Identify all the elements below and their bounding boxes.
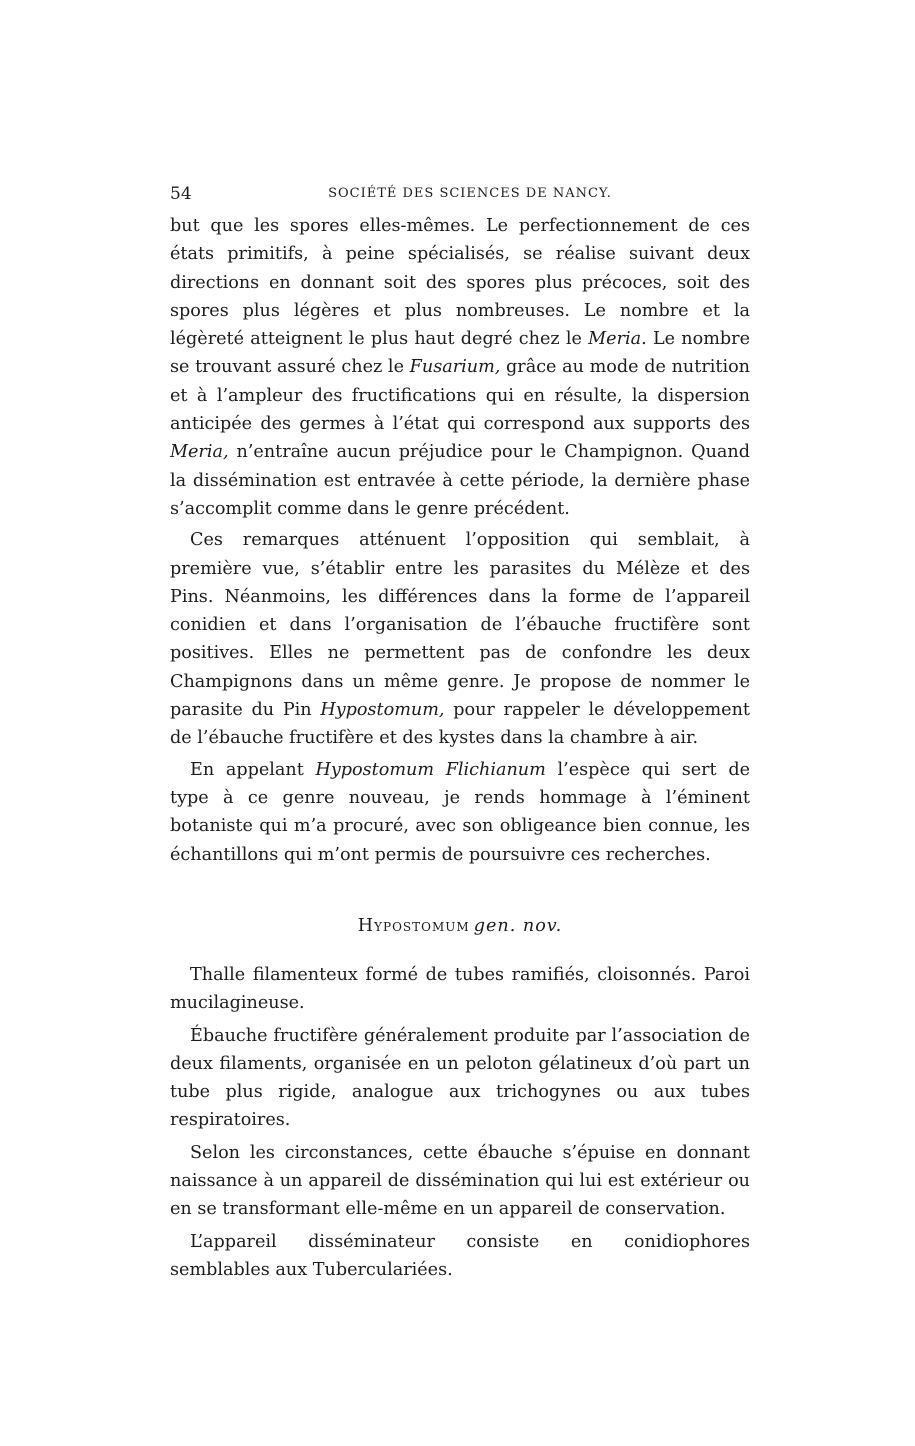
paragraph-2 bbox=[170, 526, 750, 752]
text-run: n’entraîne aucun préjudice pour le Champignon. Quand la dissémination est entravée à cette période, la dernière phase s’accomplit comme dans le genre précédent. bbox=[170, 442, 750, 519]
paragraph-7: L’appareil disséminateur consiste en conidiophores semblables aux Tuberculariées. bbox=[170, 1231, 750, 1280]
running-title: SOCIÉTÉ DES SCIENCES DE NANCY. bbox=[328, 186, 612, 201]
paragraph-3 bbox=[170, 756, 750, 869]
genus-name: Hypostomum, bbox=[320, 700, 445, 721]
section-designation: gen. nov. bbox=[473, 916, 563, 936]
species-name: Hypostomum Flichianum bbox=[315, 759, 546, 780]
section-genus: Hypostomum bbox=[357, 916, 470, 936]
paragraph-4: Thalle filamenteux formé de tubes ramifiés, cloisonnés. Paroi mucilagineuse. bbox=[170, 965, 750, 1014]
genus-name: Meria. bbox=[588, 329, 647, 350]
paragraph-6: Selon les circonstances, cette ébauche s’épuise en donnant naissance à un appareil de dissémination qui lui est extérieur ou en se transformant elle-même en un appareil de conservation. bbox=[170, 1142, 750, 1220]
genus-name: Meria, bbox=[170, 442, 229, 463]
paragraph-1 bbox=[170, 212, 750, 523]
text-run: l’espèce qui sert de type à ce genre nouveau, je rends hommage à l’éminent botaniste qui m’a procuré, avec son obligeance bien connue, les échantillons qui m’ont permis de poursuivre ces recherches. bbox=[170, 759, 750, 865]
text-run: pour rappeler le développement de l’ébauche fructifère et des kystes dans la chambre à air. bbox=[170, 700, 750, 749]
text-run: grâce au mode de nutrition et à l’ampleur des fructifications qui en résulte, la dispersion anticipée des germes à l’état qui correspond aux supports des bbox=[170, 357, 750, 435]
genus-name: Fusarium, bbox=[409, 357, 501, 378]
page-header bbox=[170, 182, 750, 206]
text-run: Le nombre se trouvant assuré chez le bbox=[170, 329, 750, 378]
diagnosis-text bbox=[170, 961, 750, 1284]
text-run: En appelant bbox=[190, 759, 316, 780]
page-number: 54 bbox=[170, 184, 192, 204]
text-run: Ces remarques atténuent l’opposition qui semblait, à première vue, s’établir entre les parasites du Mélèze et des Pins. Néanmoins, les différences dans la forme de l’appareil conidien et dans l’organisation de l’ébauche fructifère sont positives. Elles ne permettent pas de confondre les deux Champignons dans un même genre. Je propose de nommer le parasite du Pin bbox=[170, 530, 750, 721]
text-run: but que les spores elles-mêmes. Le perfectionnement de ces états primitifs, à peine spécialisés, se réalise suivant deux directions en donnant soit des spores plus précoces, soit des spores plus légères et plus nombreuses. Le nombre et la légèreté atteignent le plus haut degré chez le bbox=[170, 216, 750, 350]
main-text bbox=[170, 212, 750, 869]
paragraph-5: Ébauche fructifère généralement produite par l’association de deux filaments, organisée en un peloton gélatineux d’où part un tube plus rigide, analogue aux trichogynes ou aux tubes respiratoires. bbox=[170, 1025, 750, 1131]
section-heading bbox=[170, 912, 750, 940]
